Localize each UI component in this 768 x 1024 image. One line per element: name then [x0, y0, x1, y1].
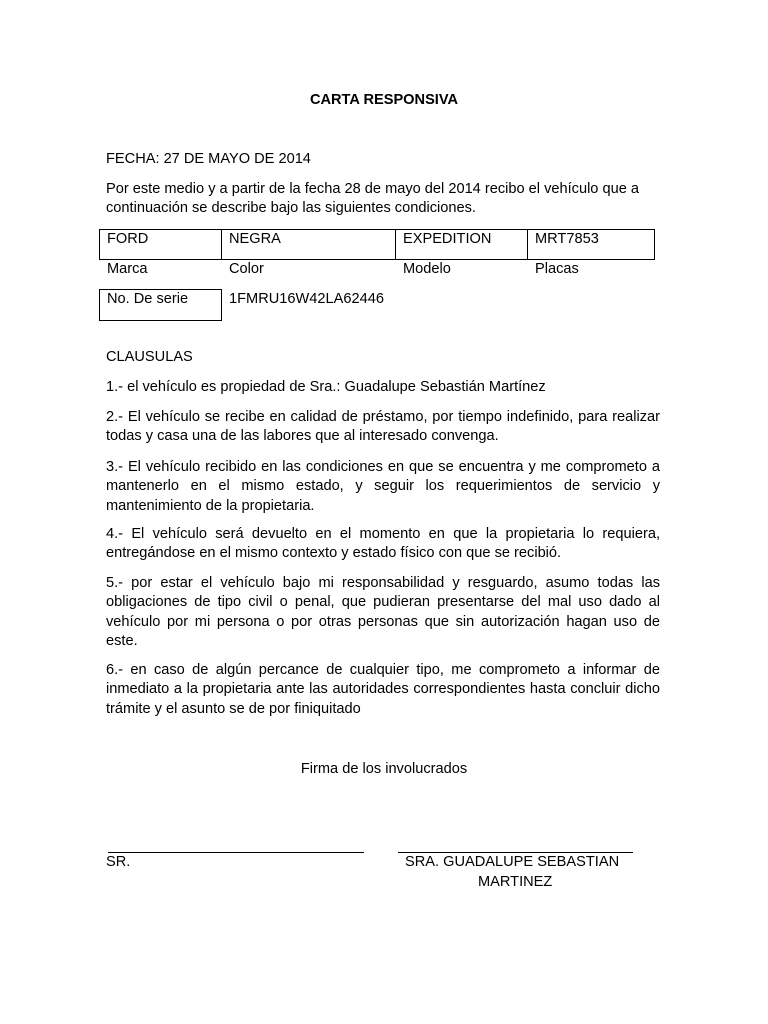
signature-line-left	[108, 852, 364, 853]
date-line: FECHA: 27 DE MAYO DE 2014	[106, 151, 311, 167]
signature-name-right-line1: SRA. GUADALUPE SEBASTIAN	[405, 854, 620, 870]
signature-name-right-line2: MARTINEZ	[478, 874, 553, 890]
clause-5: 5.- por estar el vehículo bajo mi responsabilidad y resguardo, asumo todas las obligaciones de tipo civil o penal, que pudieran presentarse del mal uso dado al vehículo por mi persona o por otras personas que sin autorización hagan uso de este.	[106, 575, 660, 650]
vehicle-model-value: EXPEDITION	[403, 231, 492, 247]
document-title: CARTA RESPONSIVA	[309, 92, 459, 108]
clause-4: 4.- El vehículo será devuelto en el momento en que la propietaria lo requiera, entregándose en el mismo contexto y estado físico con que se recibió.	[106, 526, 660, 562]
clauses-heading: CLAUSULAS	[106, 349, 193, 365]
serial-value: 1FMRU16W42LA62446	[229, 291, 384, 307]
signature-name-left: SR.	[106, 854, 131, 870]
vehicle-table-divider	[527, 229, 528, 260]
vehicle-model-label: Modelo	[403, 261, 451, 277]
vehicle-plates-label: Placas	[535, 261, 579, 277]
clause-6: 6.- en caso de algún percance de cualquier tipo, me comprometo a informar de inmediato a la propietaria ante las autoridades correspondientes hasta concluir dicho trámite y el asunto se de por finiquitado	[106, 662, 660, 717]
vehicle-brand-value: FORD	[107, 231, 149, 247]
vehicle-table-divider	[221, 229, 222, 260]
clause-3: 3.- El vehículo recibido en las condiciones en que se encuentra y me comprometo a mantenerlo en el mismo estado, y seguir los requerimientos de servicio y mantenimiento de la propietaria.	[106, 459, 660, 514]
signature-heading: Firma de los involucrados	[300, 761, 468, 777]
clause-2: 2.- El vehículo se recibe en calidad de préstamo, por tiempo indefinido, para realizar todas y casa una de las labores que al interesado convenga.	[106, 409, 660, 445]
vehicle-color-label: Color	[229, 261, 264, 277]
vehicle-table-divider	[395, 229, 396, 260]
intro-paragraph: Por este medio y a partir de la fecha 28 de mayo del 2014 recibo el vehículo que a continuación se describe bajo las siguientes condiciones.	[106, 181, 639, 217]
vehicle-brand-label: Marca	[107, 261, 148, 277]
vehicle-color-value: NEGRA	[229, 231, 281, 247]
serial-label: No. De serie	[107, 291, 189, 307]
vehicle-plates-value: MRT7853	[535, 231, 599, 247]
clause-1: 1.- el vehículo es propiedad de Sra.: Guadalupe Sebastián Martínez	[106, 379, 546, 395]
